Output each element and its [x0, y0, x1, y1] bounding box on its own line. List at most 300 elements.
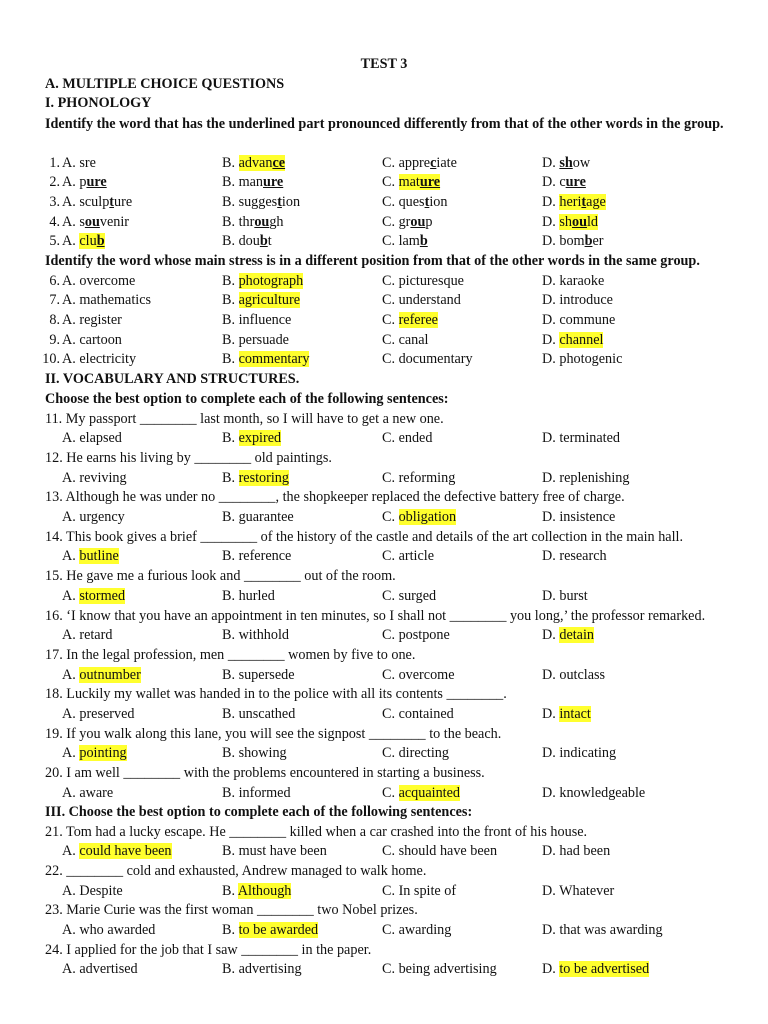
option-d[interactable]: [542, 744, 616, 764]
option-a[interactable]: [49, 173, 107, 193]
option-letter: A.: [62, 174, 80, 191]
option-letter: D.: [542, 784, 560, 801]
option-a[interactable]: [62, 666, 141, 686]
underlined-sound: t: [581, 193, 587, 210]
option-text: insistence: [559, 509, 616, 525]
option-text: photogenic: [559, 351, 623, 368]
option-a[interactable]: [62, 842, 172, 862]
option-text: butline: [79, 548, 119, 565]
option-text: electricity: [79, 351, 137, 368]
options-row: [45, 429, 735, 449]
option-b[interactable]: [222, 508, 294, 528]
option-d[interactable]: [542, 429, 620, 449]
word-part: gh: [269, 213, 284, 230]
option-text: referee: [398, 311, 438, 328]
option-d[interactable]: [542, 193, 606, 213]
option-b[interactable]: [222, 173, 283, 193]
question-row: [45, 173, 735, 193]
option-letter: B.: [222, 922, 239, 938]
option-b[interactable]: [222, 469, 289, 489]
option-text: reforming: [398, 469, 456, 486]
option-c[interactable]: [382, 232, 428, 252]
question-text: 16. ‘I know that you have an appointment in ten minutes, so I shall not ________ you long,’ the professor remarked.: [45, 607, 706, 624]
option-text: restoring: [238, 469, 289, 486]
option-c[interactable]: [382, 291, 461, 311]
phonology-instructions: Identify the word that has the underlined part pronounced differently from that of the other words in the group.: [45, 116, 724, 132]
option-b[interactable]: [222, 232, 272, 252]
option-letter: C.: [382, 509, 399, 525]
question-number: 5.: [49, 233, 60, 250]
options-row: [45, 960, 735, 980]
option-text: terminated: [559, 430, 621, 447]
options-row: [45, 626, 735, 646]
option-a[interactable]: [62, 469, 127, 489]
option-text: showing: [238, 745, 287, 762]
option-c[interactable]: [382, 331, 429, 351]
underlined-sound: ure: [86, 174, 107, 191]
option-d[interactable]: [542, 154, 590, 174]
word-part: age: [586, 193, 606, 210]
option-b[interactable]: [222, 154, 285, 174]
option-b[interactable]: [222, 666, 295, 686]
option-letter: C.: [382, 922, 399, 938]
option-text: expired: [238, 430, 282, 447]
word-part: re: [84, 154, 96, 171]
option-d[interactable]: [542, 469, 629, 489]
option-text: [559, 174, 586, 190]
option-text: [79, 174, 106, 190]
option-b[interactable]: [222, 311, 291, 331]
option-text: outnumber: [79, 666, 141, 683]
vocabulary-instructions: Choose the best option to complete each of the following sentences:: [45, 391, 449, 407]
option-d[interactable]: [542, 587, 588, 607]
option-a[interactable]: [62, 429, 122, 449]
option-letter: B.: [222, 706, 239, 722]
option-letter: A.: [62, 469, 80, 486]
options-row: [45, 469, 735, 489]
word-part: c: [559, 174, 566, 191]
option-letter: D.: [542, 154, 560, 171]
option-letter: A.: [62, 587, 80, 604]
option-text: urgency: [79, 509, 125, 525]
option-letter: A.: [62, 784, 80, 801]
word-part: ion: [429, 193, 448, 210]
option-text: awarding: [398, 922, 452, 938]
option-a[interactable]: [49, 311, 122, 331]
underlined-sound: ure: [419, 174, 441, 191]
option-b[interactable]: [222, 960, 302, 980]
option-a[interactable]: [62, 921, 155, 941]
option-c[interactable]: [382, 350, 473, 370]
option-letter: C.: [382, 311, 399, 328]
option-letter: C.: [382, 154, 399, 171]
option-b[interactable]: [222, 350, 309, 370]
option-c[interactable]: [382, 960, 497, 980]
option-a[interactable]: [62, 705, 135, 725]
option-text: influence: [238, 311, 292, 328]
option-letter: C.: [382, 843, 399, 860]
option-d[interactable]: [542, 291, 613, 311]
option-text: karaoke: [559, 272, 605, 289]
stress-instructions: Identify the word whose main stress is in a different position from that of the other words in the same group.: [45, 253, 700, 269]
option-b[interactable]: [222, 291, 300, 311]
option-b[interactable]: [222, 331, 289, 351]
question-number: 7.: [49, 292, 60, 309]
options-row: [45, 744, 735, 764]
option-b[interactable]: [222, 547, 291, 567]
question-row: [45, 193, 735, 213]
word-part: bom: [559, 233, 585, 250]
option-text: article: [398, 548, 435, 565]
option-a[interactable]: [62, 960, 138, 980]
option-letter: B.: [222, 961, 239, 978]
option-text: [239, 155, 286, 171]
option-d[interactable]: [542, 921, 663, 941]
option-c[interactable]: [382, 154, 457, 174]
option-letter: A.: [62, 961, 80, 978]
option-text: [399, 194, 448, 210]
option-a[interactable]: [49, 331, 122, 351]
option-letter: B.: [222, 174, 239, 191]
question-row: [45, 291, 735, 311]
option-letter: B.: [222, 548, 239, 565]
question-number: 9.: [49, 331, 60, 348]
option-text: aware: [79, 784, 114, 801]
option-letter: C.: [382, 745, 399, 762]
option-text: stormed: [79, 587, 126, 604]
question-text: 17. In the legal profession, men ________ women by five to one.: [45, 646, 416, 663]
option-text: contained: [398, 706, 454, 722]
option-a[interactable]: [62, 882, 123, 902]
option-text: to be advertised: [559, 961, 650, 978]
underlined-sound: ure: [565, 174, 586, 191]
option-d[interactable]: [542, 508, 615, 528]
option-d[interactable]: [542, 311, 615, 331]
option-letter: A.: [62, 351, 80, 368]
option-text: register: [79, 311, 122, 328]
option-letter: D.: [542, 843, 560, 860]
option-text: [239, 214, 284, 230]
option-d[interactable]: [542, 705, 591, 725]
option-letter: D.: [542, 351, 560, 368]
option-letter: A.: [62, 154, 80, 171]
option-c[interactable]: [382, 842, 497, 862]
word-part: heri: [559, 193, 582, 210]
option-c[interactable]: [382, 311, 438, 331]
option-text: intact: [559, 706, 591, 722]
word-part: mat: [398, 174, 420, 191]
option-letter: D.: [542, 311, 560, 328]
option-a[interactable]: [49, 213, 130, 233]
section-structures-heading: III. Choose the best option to complete each of the following sentences:: [45, 804, 473, 820]
option-c[interactable]: [382, 744, 449, 764]
option-d[interactable]: [542, 331, 603, 351]
option-a[interactable]: [49, 193, 133, 213]
option-letter: C.: [382, 430, 399, 447]
options-row: [45, 784, 735, 804]
option-letter: C.: [382, 193, 399, 210]
question-row: [45, 311, 735, 331]
option-letter: D.: [542, 233, 560, 250]
word-part: sugges: [238, 193, 278, 210]
question-row: [45, 232, 735, 252]
options-row: [45, 508, 735, 528]
word-part: s: [79, 213, 85, 230]
option-b[interactable]: [222, 587, 275, 607]
option-c[interactable]: [382, 469, 455, 489]
options-row: [45, 547, 735, 567]
option-letter: C.: [382, 331, 399, 348]
option-letter: D.: [542, 548, 560, 565]
underlined-sound: t: [424, 193, 430, 210]
question-number: 3.: [49, 193, 60, 210]
underlined-sound: ou: [571, 213, 587, 230]
option-a[interactable]: [49, 154, 96, 174]
option-letter: A.: [62, 548, 80, 565]
option-c[interactable]: [382, 508, 456, 528]
word-part: sh: [559, 213, 572, 230]
option-text: [79, 155, 96, 171]
option-c[interactable]: [382, 705, 454, 725]
option-letter: D.: [542, 469, 560, 486]
options-row: [45, 882, 735, 902]
option-a[interactable]: [49, 272, 136, 292]
option-c[interactable]: [382, 429, 432, 449]
option-text: [79, 233, 104, 249]
word-part: s: [79, 154, 85, 171]
underlined-sound: ce: [272, 154, 286, 171]
option-letter: D.: [542, 193, 560, 210]
underlined-sound: sh: [559, 154, 573, 171]
option-d[interactable]: [542, 272, 604, 292]
option-text: obligation: [398, 509, 457, 525]
option-letter: B.: [222, 351, 239, 368]
option-c[interactable]: [382, 213, 432, 233]
option-text: must have been: [238, 843, 327, 860]
option-text: [559, 233, 603, 249]
word-part: gr: [398, 213, 411, 230]
word-part: dou: [238, 233, 260, 250]
option-a[interactable]: [62, 547, 119, 567]
options-row: [45, 587, 735, 607]
option-text: understand: [398, 292, 461, 309]
option-a[interactable]: [42, 350, 137, 370]
option-text: overcome: [79, 272, 136, 289]
option-c[interactable]: [382, 272, 464, 292]
underlined-sound: b: [96, 233, 105, 250]
option-text: could have been: [79, 843, 172, 860]
option-text: picturesque: [398, 272, 464, 289]
option-b[interactable]: [222, 842, 327, 862]
option-a[interactable]: [62, 626, 112, 646]
option-letter: B.: [222, 193, 239, 210]
option-text: [399, 155, 457, 171]
option-text: [559, 194, 606, 210]
option-letter: B.: [222, 745, 239, 762]
option-text: advertised: [79, 961, 138, 978]
option-c[interactable]: [382, 626, 450, 646]
option-d[interactable]: [542, 173, 586, 193]
option-a[interactable]: [62, 744, 127, 764]
option-text: reference: [238, 548, 292, 565]
option-letter: C.: [382, 666, 399, 683]
section-vocabulary-heading: II. VOCABULARY AND STRUCTURES.: [45, 371, 300, 387]
option-b[interactable]: [222, 882, 291, 902]
option-text: reviving: [79, 469, 127, 486]
option-text: hurled: [238, 587, 275, 604]
option-letter: C.: [382, 961, 399, 978]
option-letter: B.: [222, 154, 239, 171]
question-row: [45, 213, 735, 233]
option-d[interactable]: [542, 350, 622, 370]
option-b[interactable]: [222, 429, 281, 449]
section-phonology-heading: I. PHONOLOGY: [45, 95, 152, 111]
option-letter: D.: [542, 174, 560, 191]
option-text: [239, 174, 284, 190]
option-letter: B.: [222, 213, 239, 230]
option-d[interactable]: [542, 960, 649, 980]
option-text: overcome: [398, 666, 455, 683]
option-letter: A.: [62, 509, 80, 525]
question-number: 1.: [49, 154, 60, 171]
option-text: In spite of: [398, 882, 457, 899]
option-letter: D.: [542, 961, 560, 978]
word-part: ure: [114, 193, 133, 210]
option-d[interactable]: [542, 882, 614, 902]
option-letter: A.: [62, 430, 80, 447]
option-letter: D.: [542, 430, 560, 447]
underlined-sound: t: [109, 193, 115, 210]
option-letter: C.: [382, 233, 399, 250]
option-c[interactable]: [382, 547, 434, 567]
option-text: should have been: [398, 843, 498, 860]
option-text: [399, 214, 433, 230]
option-b[interactable]: [222, 705, 295, 725]
option-letter: C.: [382, 351, 399, 368]
option-d[interactable]: [542, 784, 645, 804]
option-d[interactable]: [542, 547, 607, 567]
option-text: [79, 214, 129, 230]
option-c[interactable]: [382, 882, 456, 902]
option-text: postpone: [398, 627, 450, 644]
option-b[interactable]: [222, 921, 318, 941]
option-text: elapsed: [79, 430, 122, 447]
option-text: preserved: [79, 706, 135, 722]
option-a[interactable]: [49, 232, 105, 252]
option-text: mathematics: [79, 292, 152, 309]
word-part: p: [79, 174, 87, 191]
option-text: knowledgeable: [559, 784, 646, 801]
option-b[interactable]: [222, 213, 284, 233]
word-part: iate: [436, 154, 457, 171]
option-letter: C.: [382, 548, 399, 565]
option-c[interactable]: [382, 921, 451, 941]
option-text: to be awarded: [238, 922, 319, 938]
option-text: directing: [398, 745, 449, 762]
option-d[interactable]: [542, 842, 610, 862]
question-number: 8.: [49, 311, 60, 328]
underlined-sound: t: [277, 193, 282, 210]
option-b[interactable]: [222, 744, 287, 764]
option-text: ended: [398, 430, 433, 447]
option-c[interactable]: [382, 173, 440, 193]
option-text: guarantee: [238, 509, 294, 525]
word-part: ow: [572, 154, 591, 171]
question-row: [45, 331, 735, 351]
question-number: 6.: [49, 272, 60, 289]
option-letter: C.: [382, 292, 399, 309]
option-c[interactable]: [382, 193, 447, 213]
option-a[interactable]: [62, 784, 113, 804]
option-letter: B.: [222, 292, 239, 309]
option-letter: C.: [382, 627, 399, 644]
option-text: replenishing: [559, 469, 630, 486]
option-b[interactable]: [222, 626, 289, 646]
word-part: lam: [398, 233, 420, 250]
option-text: cartoon: [79, 331, 122, 348]
option-letter: B.: [222, 784, 239, 801]
underlined-sound: ou: [410, 213, 426, 230]
word-part: ion: [281, 193, 301, 210]
underlined-sound: c: [430, 154, 437, 171]
options-row: [45, 921, 735, 941]
option-letter: D.: [542, 922, 560, 938]
word-part: advan: [238, 154, 273, 171]
option-c[interactable]: [382, 587, 436, 607]
option-letter: B.: [222, 331, 239, 348]
option-text: research: [559, 548, 607, 565]
question-text: 22. ________ cold and exhausted, Andrew managed to walk home.: [45, 862, 427, 879]
option-a[interactable]: [62, 587, 125, 607]
option-text: Despite: [79, 882, 123, 899]
option-c[interactable]: [382, 666, 455, 686]
option-letter: B.: [222, 587, 239, 604]
option-b[interactable]: [222, 193, 300, 213]
word-part: appre: [398, 154, 431, 171]
option-a[interactable]: [49, 291, 152, 311]
option-letter: B.: [222, 272, 239, 289]
section-a-heading: A. MULTIPLE CHOICE QUESTIONS: [45, 76, 285, 92]
question-number: 4.: [49, 213, 60, 230]
word-part: thr: [238, 213, 255, 230]
option-text: advertising: [238, 961, 302, 978]
word-part: man: [238, 174, 263, 191]
option-letter: D.: [542, 666, 560, 683]
option-text: documentary: [398, 351, 473, 368]
option-letter: D.: [542, 745, 560, 762]
options-row: [45, 842, 735, 862]
option-letter: A.: [62, 843, 80, 860]
option-letter: D.: [542, 882, 560, 899]
question-text: 18. Luckily my wallet was handed in to the police with all its contents ________.: [45, 686, 507, 703]
option-d[interactable]: [542, 213, 598, 233]
option-text: detain: [559, 627, 595, 644]
option-b[interactable]: [222, 784, 291, 804]
option-d[interactable]: [542, 666, 605, 686]
option-letter: C.: [382, 882, 399, 899]
option-d[interactable]: [542, 626, 594, 646]
option-letter: B.: [222, 666, 239, 683]
option-text: photograph: [238, 272, 304, 289]
option-d[interactable]: [542, 232, 604, 252]
question-text: 20. I am well ________ with the problems encountered in starting a business.: [45, 765, 485, 782]
option-text: channel: [559, 331, 604, 348]
option-c[interactable]: [382, 784, 460, 804]
options-row: [45, 666, 735, 686]
option-letter: D.: [542, 213, 560, 230]
option-a[interactable]: [62, 508, 125, 528]
option-b[interactable]: [222, 272, 303, 292]
